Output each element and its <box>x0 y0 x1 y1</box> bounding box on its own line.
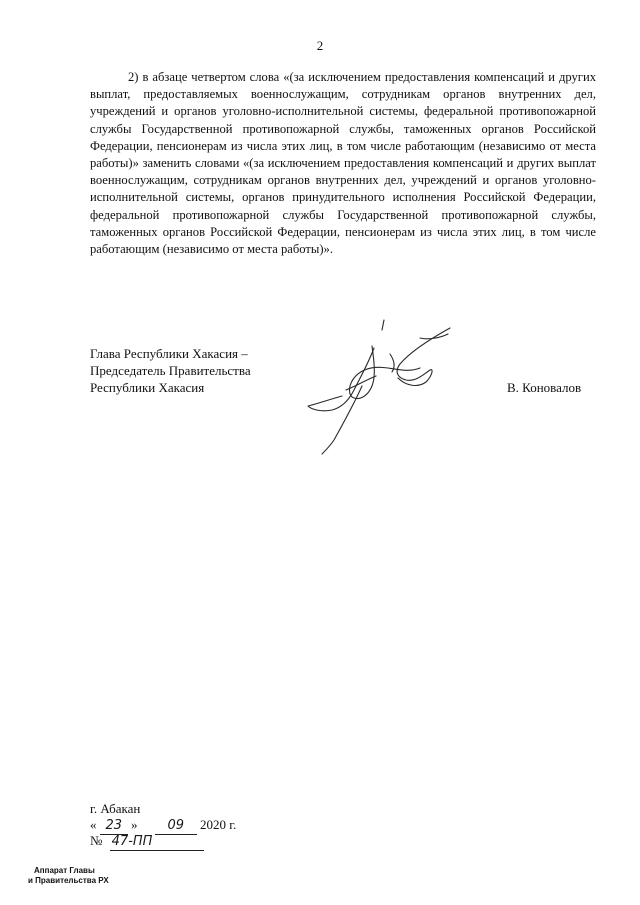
date-year: 2020 г. <box>200 817 237 832</box>
signatory-name: В. Коновалов <box>507 380 582 395</box>
place-of-signing: г. Абакан <box>90 801 141 816</box>
date-open-quote: « <box>90 817 97 832</box>
page-number: 2 <box>316 38 324 53</box>
signatory-title <box>90 345 251 396</box>
signatory-title-line: Председатель Правительства <box>90 363 251 378</box>
stamp-line: и Правительства РХ <box>28 876 109 885</box>
registration-stamp <box>28 866 109 886</box>
amendment-paragraph: 2) в абзаце четвертом слова «(за исключением предоставления компенсаций и других выплат, предоставляемых военнослужащим, сотрудникам органов внутренних дел, учреждений и органов уголовно-исполнительной системы, федеральной противопожарной службы Государственной противопожарной службы, таможенных органов Российской Федерации, пенсионерам из числа этих лиц, в том числе работающим (независимо от места работы)» заменить словами «(за исключением предоставления компенсаций и других выплат военнослужащим, сотрудникам органов внутренних дел, учреждений и органов уголовно-исполнительной системы, органов принудительного исполнения Российской Федерации, федеральной противопожарной службы Государственной противопожарной службы, таможенных органов Российской Федерации, пенсионерам из числа этих лиц, в том числе работающим (независимо от места работы)». <box>90 70 596 257</box>
date-month-handwritten: 09 <box>155 817 197 835</box>
signatory-title-line: Республики Хакасия <box>90 380 205 395</box>
signatory-title-line: Глава Республики Хакасия – <box>90 346 248 361</box>
document-number <box>90 832 204 851</box>
handwritten-signature <box>302 316 472 456</box>
number-prefix: № <box>90 833 103 848</box>
date-close-quote: » <box>131 817 138 832</box>
stamp-line: Аппарат Главы <box>34 866 95 875</box>
date-day-handwritten: 23 <box>100 817 128 835</box>
number-value-handwritten: 47-ПП <box>110 833 204 851</box>
